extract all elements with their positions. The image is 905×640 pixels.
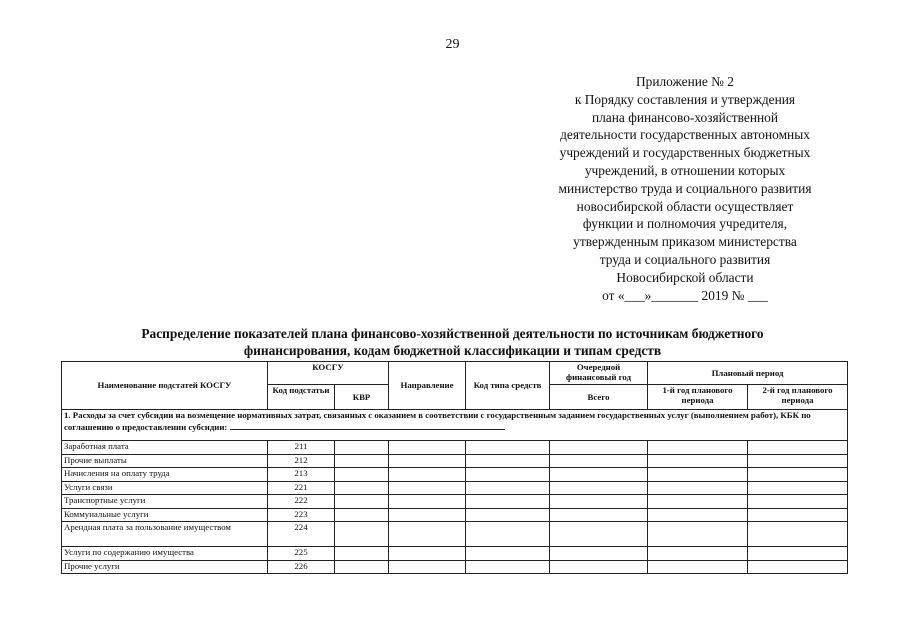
cell-year-2 <box>748 481 848 495</box>
cell-year-2 <box>748 560 848 574</box>
appendix-line: новосибирской области осуществляет <box>576 198 794 214</box>
cell-fund-type <box>466 495 550 509</box>
table-row <box>62 454 848 468</box>
cell-direction <box>389 441 466 455</box>
table-row <box>62 560 848 574</box>
cell-kvr <box>335 560 389 574</box>
row-name: Начисления на оплату труда <box>62 468 268 482</box>
appendix-line: труда и социального развития <box>599 251 771 267</box>
row-name: Транспортные услуги <box>62 495 268 509</box>
cell-year-1 <box>648 547 748 561</box>
row-code: 224 <box>268 522 335 547</box>
appendix-line: Новосибирской области <box>616 269 754 285</box>
header-year-1: 1-й год планового периода <box>648 385 748 410</box>
cell-year-1 <box>648 508 748 522</box>
cell-fund-type <box>466 547 550 561</box>
table-row <box>62 508 848 522</box>
cell-fund-type <box>466 508 550 522</box>
cell-year-2 <box>748 522 848 547</box>
row-code: 211 <box>268 441 335 455</box>
table-row <box>62 468 848 482</box>
cell-total <box>550 508 648 522</box>
cell-year-2 <box>748 468 848 482</box>
row-code: 226 <box>268 560 335 574</box>
header-planning-period: Плановый период <box>648 362 848 385</box>
header-next-year: Очередной финансовый год <box>550 362 648 385</box>
row-name: Коммунальные услуги <box>62 508 268 522</box>
cell-fund-type <box>466 441 550 455</box>
cell-fund-type <box>466 481 550 495</box>
cell-year-2 <box>748 441 848 455</box>
row-name: Арендная плата за пользование имуществом <box>62 522 268 547</box>
plan-distribution-table <box>61 361 848 574</box>
cell-total <box>550 481 648 495</box>
cell-year-2 <box>748 508 848 522</box>
cell-year-1 <box>648 468 748 482</box>
table-row <box>62 481 848 495</box>
cell-year-1 <box>648 441 748 455</box>
cell-year-1 <box>648 522 748 547</box>
cell-kvr <box>335 522 389 547</box>
appendix-line: деятельности государственных автономных <box>560 127 810 143</box>
cell-direction <box>389 560 466 574</box>
appendix-line: от «___»_______ 2019 № ___ <box>602 287 768 303</box>
cell-fund-type <box>466 468 550 482</box>
cell-direction <box>389 468 466 482</box>
cell-year-2 <box>748 547 848 561</box>
appendix-line: плана финансово-хозяйственной <box>591 109 779 125</box>
cell-fund-type <box>466 522 550 547</box>
cell-year-2 <box>748 454 848 468</box>
cell-total <box>550 454 648 468</box>
row-code: 213 <box>268 468 335 482</box>
cell-direction <box>389 508 466 522</box>
row-name: Услуги по содержанию имущества <box>62 547 268 561</box>
cell-kvr <box>335 441 389 455</box>
header-total: Всего <box>550 385 648 410</box>
appendix-line: Приложение № 2 <box>635 74 735 89</box>
appendix-line: к Порядку составления и утверждения <box>574 91 796 107</box>
header-fund-type: Код типа средств <box>466 362 550 410</box>
cell-fund-type <box>466 560 550 574</box>
title-line-1: Распределение показателей плана финансово-хозяйственной деятельности по источникам бюджетного <box>141 326 764 341</box>
cell-direction <box>389 547 466 561</box>
title-line-2: финансирования, кодам бюджетной классификации и типам средств <box>243 342 662 358</box>
row-code: 225 <box>268 547 335 561</box>
appendix-line: учреждений, в отношении которых <box>584 162 786 178</box>
table-row <box>62 522 848 547</box>
cell-year-1 <box>648 495 748 509</box>
row-name: Услуги связи <box>62 481 268 495</box>
cell-year-2 <box>748 495 848 509</box>
cell-kvr <box>335 508 389 522</box>
row-name: Прочие услуги <box>62 560 268 574</box>
cell-total <box>550 522 648 547</box>
document-title <box>40 326 865 359</box>
cell-kvr <box>335 481 389 495</box>
table-row <box>62 495 848 509</box>
section-1-heading <box>62 410 848 441</box>
header-name: Наименование подстатей КОСГУ <box>62 362 268 410</box>
cell-total <box>550 441 648 455</box>
cell-total <box>550 495 648 509</box>
table-row <box>62 441 848 455</box>
appendix-line: учреждений и государственных бюджетных <box>559 145 811 161</box>
header-year-2: 2-й год планового периода <box>748 385 848 410</box>
appendix-approval-block <box>520 73 850 304</box>
cell-direction <box>389 454 466 468</box>
section-1-text: 1. Расходы за счет субсидии на возмещение нормативных затрат, связанных с оказанием в соответствии с государственным заданием государственных услуг (выполнением работ), КБК по соглашению о предоставлении субсидии: <box>64 410 811 433</box>
header-direction: Направление <box>389 362 466 410</box>
cell-kvr <box>335 454 389 468</box>
cell-kvr <box>335 495 389 509</box>
page-number: 29 <box>445 37 460 52</box>
row-code: 221 <box>268 481 335 495</box>
cell-kvr <box>335 547 389 561</box>
cell-year-1 <box>648 454 748 468</box>
row-code: 212 <box>268 454 335 468</box>
cell-total <box>550 468 648 482</box>
row-name: Прочие выплаты <box>62 454 268 468</box>
appendix-line: утвержденным приказом министерства <box>573 234 797 250</box>
row-code: 223 <box>268 508 335 522</box>
cell-kvr <box>335 468 389 482</box>
table-row <box>62 547 848 561</box>
cell-year-1 <box>648 560 748 574</box>
cell-direction <box>389 522 466 547</box>
row-name: Заработная плата <box>62 441 268 455</box>
header-kvr: КВР <box>335 385 389 410</box>
cell-fund-type <box>466 454 550 468</box>
cell-total <box>550 560 648 574</box>
cell-direction <box>389 481 466 495</box>
appendix-line: функции и полномочия учредителя, <box>582 216 788 232</box>
cell-year-1 <box>648 481 748 495</box>
header-kosgu-code: Код подстатьи <box>268 385 335 410</box>
row-code: 222 <box>268 495 335 509</box>
cell-total <box>550 547 648 561</box>
header-kosgu: КОСГУ <box>268 362 389 385</box>
cell-direction <box>389 495 466 509</box>
kbk-blank-line <box>230 420 505 430</box>
appendix-line: министерство труда и социального развития <box>558 180 812 196</box>
